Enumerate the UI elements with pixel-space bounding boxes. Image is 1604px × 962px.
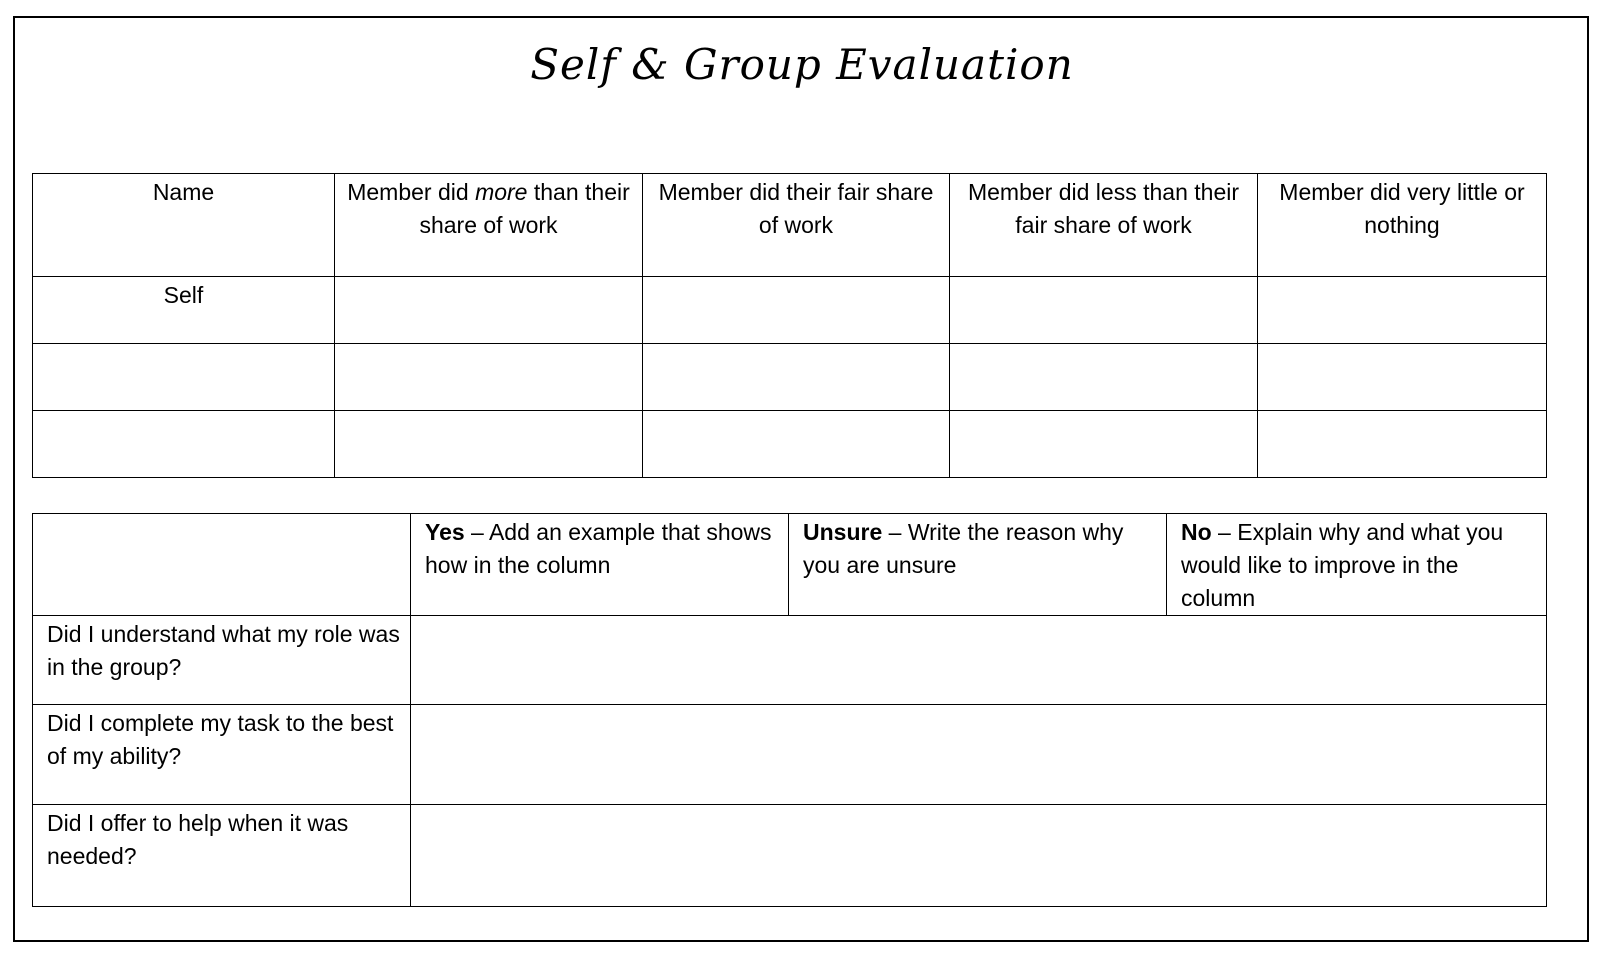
answer-cell[interactable] [411, 705, 1547, 805]
answer-cell[interactable] [411, 805, 1547, 907]
cell-more[interactable] [335, 411, 643, 478]
reflection-row-task [33, 705, 1547, 805]
name-cell[interactable] [33, 344, 335, 411]
evaluation-row-self [33, 277, 1547, 344]
reflection-table [32, 513, 1547, 907]
reflection-header-row [33, 514, 1547, 616]
header-more-than-share [335, 174, 643, 277]
cell-more[interactable] [335, 277, 643, 344]
header-fair-share: Member did their fair share of work [643, 174, 950, 277]
header-less-than-fair: Member did less than their fair share of work [950, 174, 1258, 277]
header-name: Name [33, 174, 335, 277]
header-more-prefix: Member did [347, 179, 476, 205]
question-cell: Did I offer to help when it was needed? [33, 805, 411, 907]
cell-less[interactable] [950, 277, 1258, 344]
header-yes-label: Yes [425, 519, 465, 545]
cell-less[interactable] [950, 411, 1258, 478]
evaluation-row-member-1 [33, 344, 1547, 411]
cell-little[interactable] [1258, 277, 1547, 344]
cell-more[interactable] [335, 344, 643, 411]
cell-less[interactable] [950, 344, 1258, 411]
question-cell: Did I complete my task to the best of my ability? [33, 705, 411, 805]
page-title: Self & Group Evaluation [530, 40, 1074, 89]
header-unsure-label: Unsure [803, 519, 883, 545]
header-no-text: – Explain why and what you would like to improve in the column [1181, 519, 1504, 611]
header-unsure [789, 514, 1167, 616]
name-cell[interactable] [33, 411, 335, 478]
reflection-row-help [33, 805, 1547, 907]
reflection-row-role [33, 616, 1547, 705]
header-no-label: No [1181, 519, 1212, 545]
name-cell-self[interactable]: Self [33, 277, 335, 344]
cell-little[interactable] [1258, 344, 1547, 411]
evaluation-table [32, 173, 1547, 478]
cell-little[interactable] [1258, 411, 1547, 478]
header-more-suffix: than their share of work [419, 179, 630, 238]
evaluation-header-row [33, 174, 1547, 277]
header-yes [411, 514, 789, 616]
header-more-emph: more [475, 179, 528, 205]
cell-fair[interactable] [643, 344, 950, 411]
header-yes-text: – Add an example that shows how in the column [425, 519, 772, 578]
header-unsure-text: – Write the reason why you are unsure [803, 519, 1124, 578]
answer-cell[interactable] [411, 616, 1547, 705]
header-very-little: Member did very little or nothing [1258, 174, 1547, 277]
header-no [1167, 514, 1547, 616]
reflection-header-blank [33, 514, 411, 616]
cell-fair[interactable] [643, 277, 950, 344]
question-cell: Did I understand what my role was in the group? [33, 616, 411, 705]
evaluation-row-member-2 [33, 411, 1547, 478]
cell-fair[interactable] [643, 411, 950, 478]
